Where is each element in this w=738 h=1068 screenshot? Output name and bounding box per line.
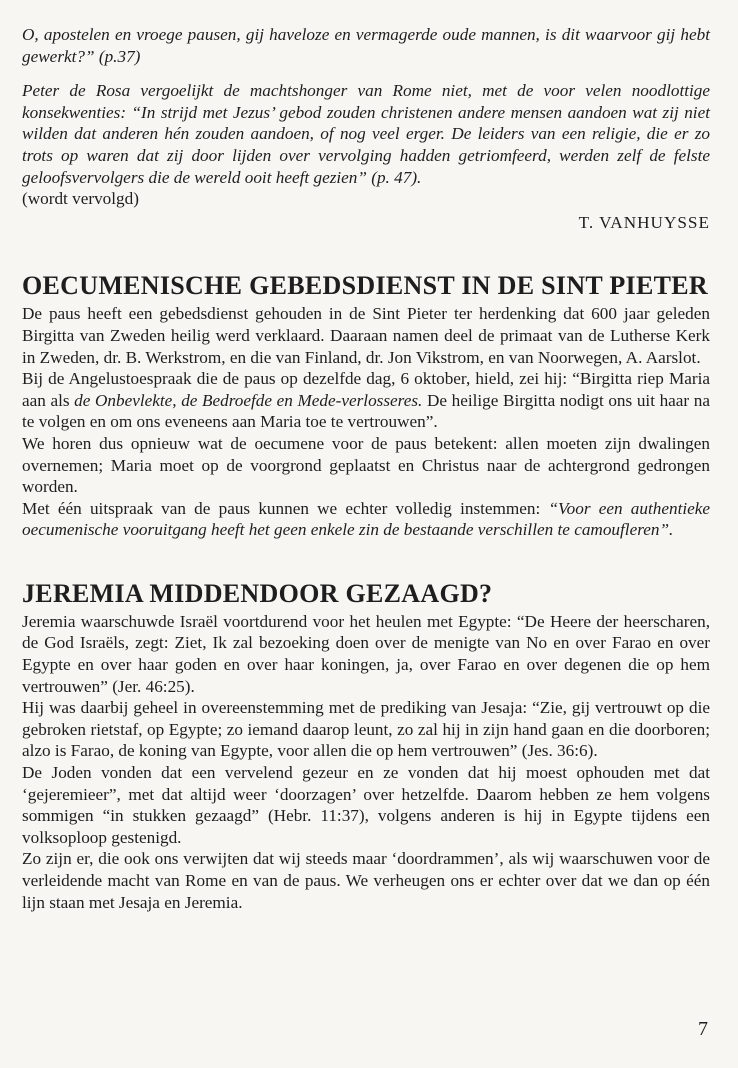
page-content — [22, 24, 710, 913]
page-number: 7 — [698, 1018, 708, 1040]
article2-paragraph: Zo zijn er, die ook ons verwijten dat wij steeds maar ‘doordrammen’, als wij waarschuwen voor de verleidende macht van Rome en van de paus. We verheugen ons er echter over dat we dan op één lijn staan met Jesaja en Jeremia. — [22, 849, 710, 912]
article2-paragraph: De Joden vonden dat een vervelend gezeur en ze vonden dat hij moest ophouden met dat ‘gejeremieer”, met dat altijd weer ‘doorzagen’ over hetzelfde. Daarom hebben ze hem volgens sommigen “in stukken gezaagd” (Hebr. 11:37), volgens anderen is hij in Egypte tijdens een volksoploop gestenigd. — [22, 763, 710, 847]
author-signature: T. VANHUYSSE — [578, 212, 710, 232]
text-run: De heilige Birgitta nodigt ons uit haar na te volgen en om ons eveneens aan Maria toe te vertrouwen”. — [22, 390, 710, 432]
article1-paragraph: De paus heeft een gebedsdienst gehouden in de Sint Pieter ter herdenking dat 600 jaar geleden Birgitta van Zweden heilig werd verklaard. Daaraan namen deel de primaat van de Lutherse Kerk in Zweden, dr. B. Werkstrom, en die van Finland, dr. Jon Vikstrom, en van Noorwegen, A. Aarslot. — [22, 304, 710, 367]
continued-note: (wordt vervolgd) — [22, 189, 139, 209]
article2-paragraph: Jeremia waarschuwde Israël voortdurend voor het heulen met Egypte: “De Heere der heerscharen, de God Israëls, zegt: Ziet, Ik zal bezoeking doen over de menigte van No en over Farao en over Egypte en over haar goden en over haar koningen, ja, over Farao en over degenen die op hem vertrouwen” (Jer. 46:25). — [22, 611, 710, 696]
article-heading-oecumenische: OECUMENISCHE GEBEDSDIENST IN DE SINT PIETER — [22, 271, 708, 301]
article1-paragraph — [22, 498, 710, 541]
article1-paragraph — [22, 368, 710, 433]
article1-paragraph: We horen dus opnieuw wat de oecumene voor de paus betekent: allen moeten zijn dwalingen overnemen; Maria moet op de voorgrond geplaatst en Christus naar de achtergrond gedrongen worden. — [22, 433, 710, 497]
intro-quote: O, apostelen en vroege pausen, gij haveloze en vermagerde oude mannen, is dit waarvoor gij hebt gewerkt?” (p.37) — [22, 25, 710, 66]
intro-commentary: Peter de Rosa vergoelijkt de machtshonger van Rome niet, met de voor velen noodlottige konsekwenties: “In strijd met Jezus’ gebod zouden christenen andere mensen aandoen wat zij niet wilden dat anderen hén zouden aandoen, of nog veel erger. De leiders van een religie, die er zo trots op waren dat zij door lijden over vervolging hadden getriomfeerd, werden zelf de felste geloofsvervolgers die de wereld ooit heeft gezien” (p. 47). — [22, 81, 710, 187]
text-run-italic: de Onbevlekte, de Bedroefde en Mede-verlosseres. — [74, 390, 423, 410]
text-run-italic: “Voor een authentieke oecumenische vooruitgang heeft het geen enkele zin de bestaande verschillen te camoufleren”. — [22, 498, 711, 540]
article-heading-jeremia: JEREMIA MIDDENDOOR GEZAAGD? — [22, 578, 493, 608]
article2-paragraph: Hij was daarbij geheel in overeenstemming met de prediking van Jesaja: “Zie, gij vertrouwt op die gebroken rietstaf, op Egypte; zo iemand daarop leunt, zo zal hij in zijn hand gaan en die doorboren; alzo is Farao, de koning van Egypte, voor allen die op hem vertrouwen” (Jes. 36:6). — [22, 698, 710, 761]
text-run: Bij de Angelustoespraak die de paus op dezelfde dag, 6 oktober, hield, zei hij: “Birgitta riep Maria aan als — [22, 369, 710, 410]
text-run: Met één uitspraak van de paus kunnen we echter volledig instemmen: — [22, 498, 549, 518]
